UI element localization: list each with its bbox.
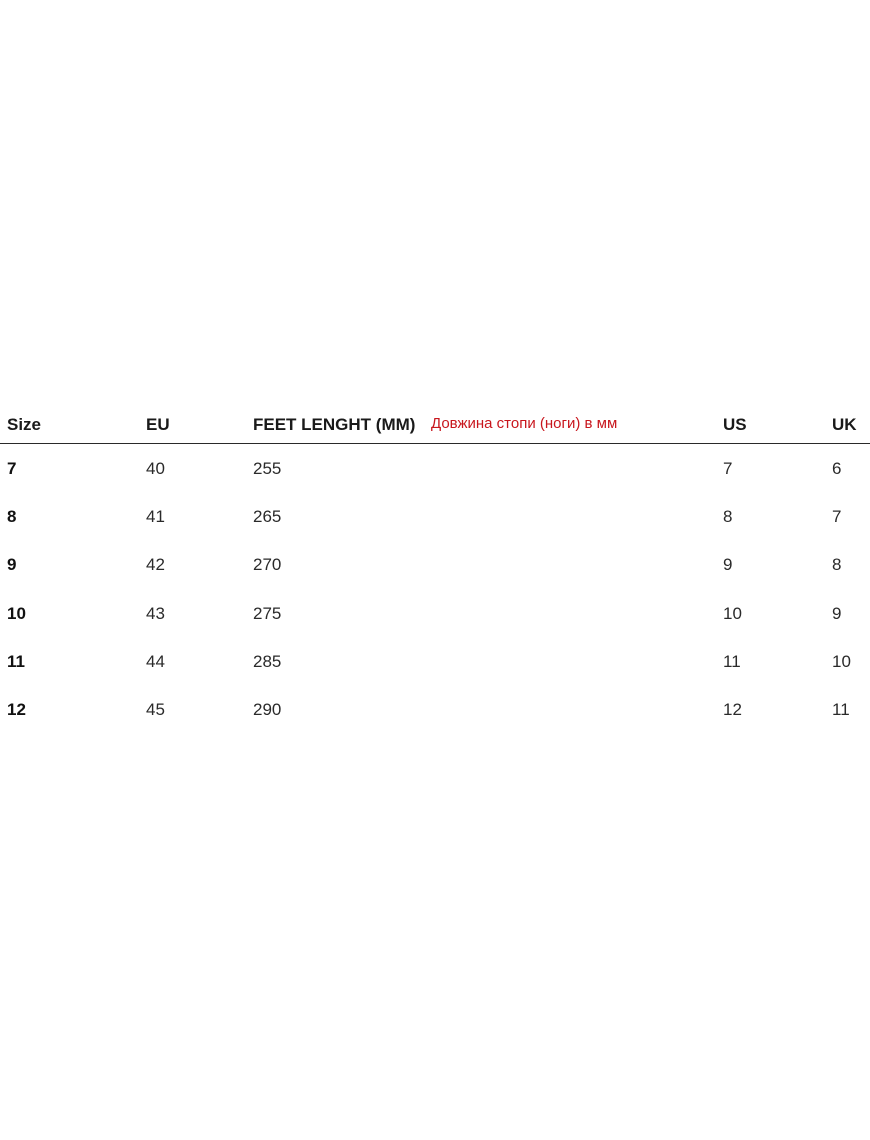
cell-feet-length: 275 (253, 603, 282, 623)
table-header-row (0, 404, 870, 444)
cell-feet-length: 255 (253, 459, 282, 478)
cell-size: 8 (7, 507, 17, 527)
header-uk: UK (832, 415, 857, 434)
cell-eu: 45 (146, 699, 165, 719)
size-chart-table (0, 404, 870, 733)
cell-us: 8 (723, 507, 733, 527)
cell-us: 12 (723, 699, 742, 719)
table-row (0, 685, 870, 733)
cell-feet-length: 265 (253, 507, 282, 527)
cell-us: 10 (723, 603, 742, 623)
header-eu: EU (146, 415, 170, 434)
cell-us: 9 (723, 555, 733, 575)
header-us: US (723, 415, 747, 434)
table-row (0, 637, 870, 685)
cell-eu: 42 (146, 555, 165, 575)
cell-uk: 11 (832, 699, 850, 719)
cell-uk: 6 (832, 459, 842, 478)
header-size: Size (7, 415, 42, 434)
cell-feet-length: 285 (253, 651, 282, 671)
cell-eu: 41 (146, 507, 165, 527)
cell-feet-length: 270 (253, 555, 282, 575)
cell-feet-length: 290 (253, 699, 282, 719)
cell-eu: 43 (146, 603, 165, 623)
cell-uk: 9 (832, 603, 842, 623)
cell-size: 12 (7, 699, 26, 719)
cell-size: 10 (7, 603, 26, 623)
cell-size: 9 (7, 555, 17, 575)
cell-uk: 7 (832, 507, 842, 527)
table-row (0, 540, 870, 588)
cell-uk: 10 (832, 651, 851, 671)
cell-size: 11 (7, 651, 25, 671)
cell-uk: 8 (832, 555, 842, 575)
cell-eu: 40 (146, 459, 165, 478)
cell-size: 7 (7, 459, 17, 478)
table-row (0, 589, 870, 637)
header-feet-length: FEET LENGHT (MM) (253, 415, 416, 434)
table-row (0, 492, 870, 540)
cell-us: 11 (723, 651, 741, 671)
header-feet-length-note: Довжина стопи (ноги) в мм (431, 415, 618, 432)
table-row (0, 444, 870, 492)
cell-us: 7 (723, 459, 733, 478)
cell-eu: 44 (146, 651, 165, 671)
